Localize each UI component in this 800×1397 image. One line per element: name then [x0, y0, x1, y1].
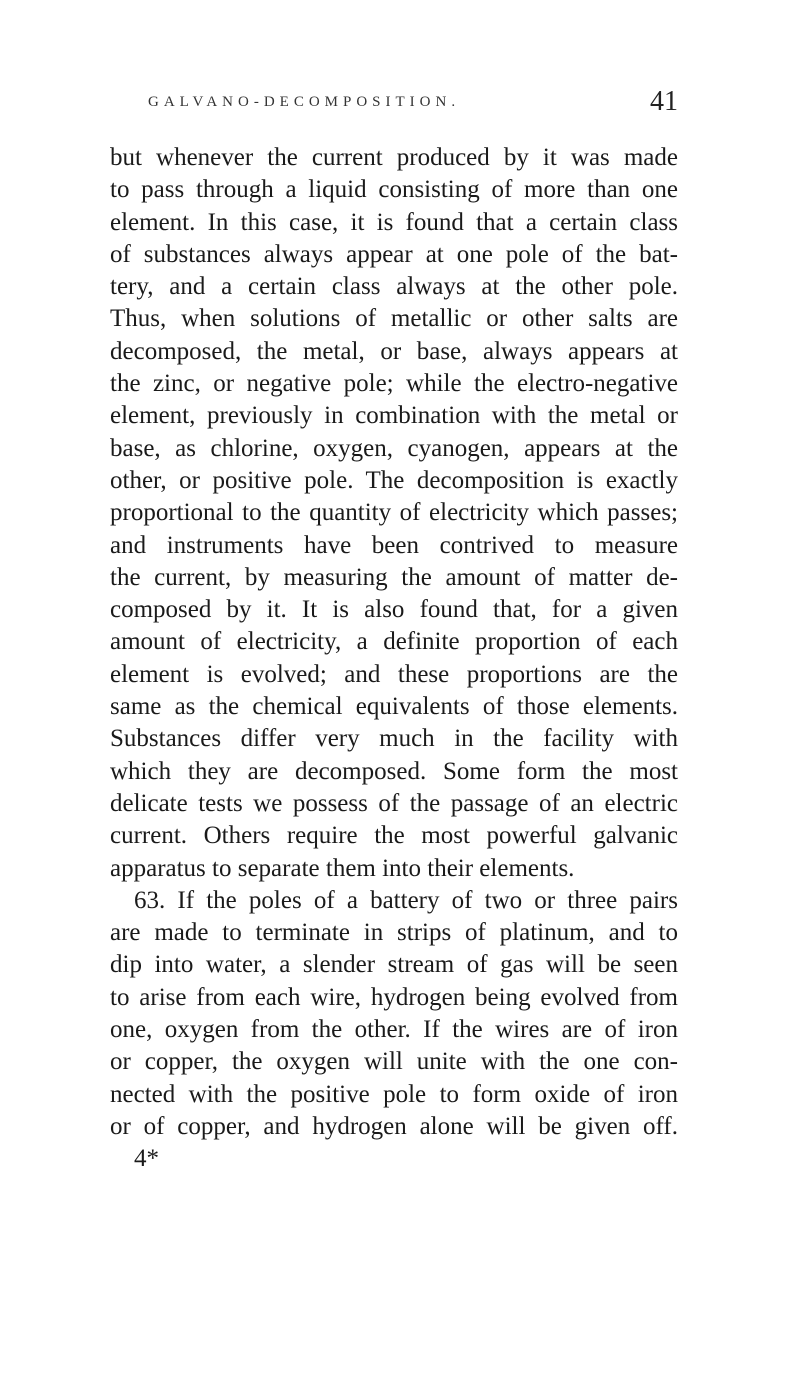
text-line: other, or positive pole. The decomposition is exactly [110, 466, 678, 494]
signature-mark: 4* [134, 1145, 159, 1173]
text-line: tery, and a certain class always at the other pole. [110, 273, 678, 301]
text-line: which they are decomposed. Some form the most [110, 757, 678, 785]
text-line: nected with the positive pole to form oxide of iron [110, 1080, 678, 1108]
page-number: 41 [650, 86, 678, 117]
text-line: delicate tests we possess of the passage of an electric [110, 789, 678, 817]
text-line: current. Others require the most powerful galvanic [110, 822, 678, 850]
text-line: same as the chemical equivalents of those elements. [110, 693, 678, 721]
text-line: but whenever the current produced by it was made [110, 144, 678, 171]
text-line: one, oxygen from the other. If the wires are of iron [110, 1016, 678, 1044]
text-line: the zinc, or negative pole; while the electro-negative [110, 370, 678, 398]
text-line: the current, by measuring the amount of matter de- [110, 563, 678, 591]
text-line: of substances always appear at one pole of the bat- [110, 240, 678, 268]
text-line: element. In this case, it is found that a certain class [110, 208, 678, 236]
body-text [110, 142, 678, 1176]
running-head [148, 88, 678, 124]
text-line: decomposed, the metal, or base, always appears at [110, 337, 678, 365]
text-line: amount of electricity, a definite proportion of each [110, 628, 678, 656]
paragraph-63-start: 63. If the poles of a battery of two or three pairs [134, 886, 678, 914]
text-line: apparatus to separate them into their elements. [110, 854, 575, 882]
text-line: base, as chlorine, oxygen, cyanogen, appears at the [110, 434, 678, 462]
text-line: and instruments have been contrived to measure [110, 531, 678, 559]
text-line: element is evolved; and these proportions are the [110, 660, 678, 688]
text-line: Thus, when solutions of metallic or other salts are [110, 305, 678, 333]
text-line: are made to terminate in strips of platinum, and to [110, 919, 678, 947]
text-line: proportional to the quantity of electricity which passes; [110, 499, 678, 527]
text-line: dip into water, a slender stream of gas will be seen [110, 951, 678, 979]
text-line: composed by it. It is also found that, for a given [110, 596, 678, 624]
text-line: to pass through a liquid consisting of more than one [110, 176, 678, 204]
text-line: or of copper, and hydrogen alone will be given off. [110, 1112, 678, 1140]
running-title: GALVANO-DECOMPOSITION. [148, 94, 461, 110]
text-line: element, previously in combination with the metal or [110, 402, 678, 430]
text-line: or copper, the oxygen will unite with the one con- [110, 1048, 678, 1076]
text-line: Substances differ very much in the facility with [110, 725, 678, 753]
text-line: to arise from each wire, hydrogen being evolved from [110, 983, 678, 1011]
